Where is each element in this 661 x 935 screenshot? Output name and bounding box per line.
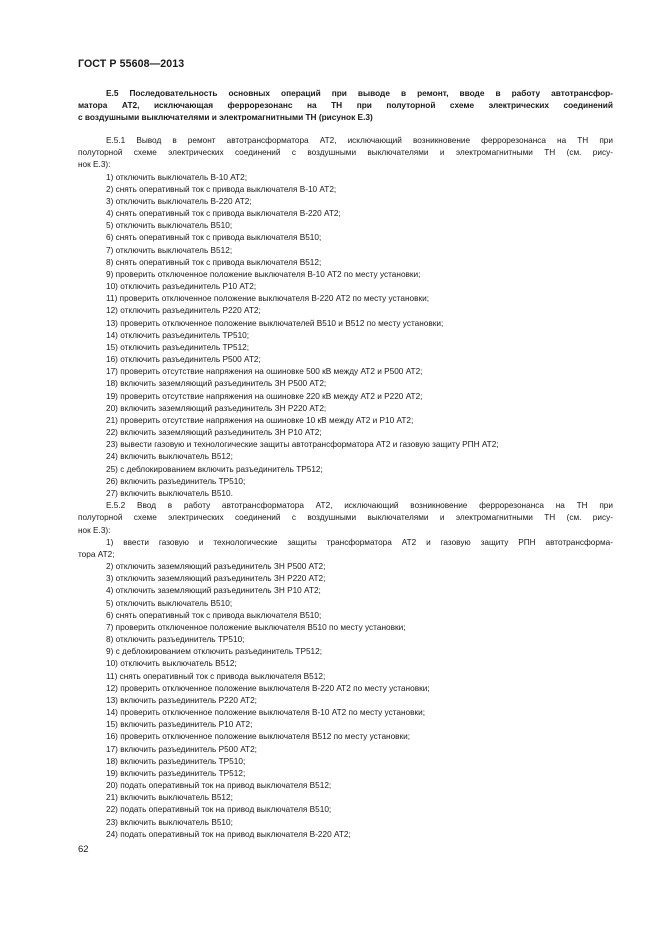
list-item: 26) включить разъединитель ТР510; <box>106 476 246 486</box>
list-item: 4) снять оперативный ток с привода выключателя В-220 АТ2; <box>106 209 341 219</box>
list-item: 1) ввести газовую и технологические защиты трансформатора АТ2 и газовую защиту РПН автотрансформа- <box>106 537 613 547</box>
list-item: 22) включить заземляющий разъединитель ЗН Р10 АТ2; <box>106 428 322 438</box>
list-item: 23) вывести газовую и технологические защиты автотрансформатора АТ2 и газовую защиту РПН АТ2; <box>106 440 499 450</box>
list-item: 20) подать оперативный ток на привод выключателя В512; <box>106 781 332 791</box>
list-item: 24) включить выключатель В512; <box>106 452 233 462</box>
list-item: 5) отключить выключатель В510; <box>106 221 233 231</box>
list-item: 20) включить заземляющий разъединитель ЗН Р220 АТ2; <box>106 403 327 413</box>
paragraph-line: полуторной схеме электрических соединений с воздушными выключателями и электромагнитными ТН (см. рису- <box>78 148 613 158</box>
list-item: 7) проверить отключенное положение выключателя В510 по месту установки; <box>106 622 406 632</box>
list-item: 12) отключить разъединитель Р220 АТ2; <box>106 306 261 316</box>
list-item: 16) проверить отключенное положение выключателя В512 по месту установки; <box>106 732 411 742</box>
document-body <box>78 135 613 841</box>
list-item: 25) с деблокированием включить разъединитель ТР512; <box>106 464 323 474</box>
section-heading-line: матора АТ2, исключающая феррорезонанс на ТН при полуторной схеме электрических соединений <box>78 100 613 111</box>
list-item: 17) проверить отсутствие напряжения на ошиновке 500 кВ между АТ2 и Р500 АТ2; <box>106 367 423 377</box>
list-item: 4) отключить заземляющий разъединитель ЗН Р10 АТ2; <box>106 586 321 596</box>
list-item: 9) проверить отключенное положение выключателя В-10 АТ2 по месту установки; <box>106 269 421 279</box>
list-item: 14) проверить отключенное положение выключателя В-10 АТ2 по месту установки; <box>106 708 426 718</box>
section-heading-line: с воздушными выключателями и электромагнитными ТН (рисунок Е.3) <box>78 112 373 123</box>
list-item: 10) отключить выключатель В512; <box>106 659 237 669</box>
list-item: 27) включить выключатель В510. <box>106 488 233 498</box>
section-heading <box>78 87 613 124</box>
paragraph-line: нок Е.3): <box>78 160 111 170</box>
list-item: 2) снять оперативный ток с привода выключателя В-10 АТ2; <box>106 184 337 194</box>
document-header: ГОСТ Р 55608—2013 <box>78 58 185 70</box>
list-item: 18) включить заземляющий разъединитель ЗН Р500 АТ2; <box>106 379 327 389</box>
list-item: 5) отключить выключатель В510; <box>106 598 233 608</box>
paragraph-line: полуторной схеме электрических соединений с воздушными выключателями и электромагнитными ТН (см. рису- <box>78 513 613 523</box>
list-item: 16) отключить разъединитель Р500 АТ2; <box>106 355 261 365</box>
list-item: 14) отключить разъединитель ТР510; <box>106 330 250 340</box>
page-number: 62 <box>78 844 89 855</box>
list-item: 3) отключить заземляющий разъединитель ЗН Р220 АТ2; <box>106 574 326 584</box>
list-item: 21) проверить отсутствие напряжения на ошиновке 10 кВ между АТ2 и Р10 АТ2; <box>106 415 414 425</box>
list-item: 24) подать оперативный ток на привод выключателя В-220 АТ2; <box>106 829 351 839</box>
list-item: 1) отключить выключатель В-10 АТ2; <box>106 172 248 182</box>
list-item: 11) снять оперативный ток с привода выключателя В512; <box>106 671 326 681</box>
list-item: 15) отключить разъединитель ТР512; <box>106 342 250 352</box>
paragraph-line: тора АТ2; <box>78 549 115 559</box>
list-item: 10) отключить разъединитель Р10 АТ2; <box>106 282 257 292</box>
list-item: 8) снять оперативный ток с привода выключателя В512; <box>106 257 322 267</box>
list-item: 7) отключить выключатель В512; <box>106 245 233 255</box>
paragraph-line: нок Е.3): <box>78 525 111 535</box>
list-item: 21) включить выключатель В512; <box>106 793 233 803</box>
list-item: 15) включить разъединитель Р10 АТ2; <box>106 720 253 730</box>
list-item: 11) проверить отключенное положение выключателя В-220 АТ2 по месту установки; <box>106 294 429 304</box>
list-item: 2) отключить заземляющий разъединитель ЗН Р500 АТ2; <box>106 562 326 572</box>
list-item: 19) включить разъединитель ТР512; <box>106 768 246 778</box>
list-item: 12) проверить отключенное положение выключателя В-220 АТ2 по месту установки; <box>106 683 430 693</box>
list-item: 19) проверить отсутствие напряжения на ошиновке 220 кВ между АТ2 и Р220 АТ2; <box>106 391 423 401</box>
list-item: 6) снять оперативный ток с привода выключателя В510; <box>106 233 322 243</box>
list-item: 17) включить разъединитель Р500 АТ2; <box>106 744 257 754</box>
list-item: 13) проверить отключенное положение выключателей В510 и В512 по месту установки; <box>106 318 444 328</box>
list-item: 9) с деблокированием отключить разъединитель ТР512; <box>106 647 323 657</box>
paragraph-line: Е.5.2 Ввод в работу автотрансформатора АТ2, исключающий возникновение феррорезонанса на ТН при <box>106 501 613 511</box>
list-item: 13) включить разъединитель Р220 АТ2; <box>106 695 257 705</box>
list-item: 3) отключить выключатель В-220 АТ2; <box>106 196 252 206</box>
list-item: 22) подать оперативный ток на привод выключателя В510; <box>106 805 332 815</box>
list-item: 8) отключить разъединитель ТР510; <box>106 635 245 645</box>
list-item: 6) снять оперативный ток с привода выключателя В510; <box>106 610 322 620</box>
paragraph-line: Е.5.1 Вывод в ремонт автотрансформатора АТ2, исключающий возникновение феррорезонанса на ТН при <box>106 136 613 145</box>
list-item: 18) включить разъединитель ТР510; <box>106 756 246 766</box>
list-item: 23) включить выключатель В510; <box>106 817 233 827</box>
section-heading-line: Е.5 Последовательность основных операций при выводе в ремонт, вводе в работу автотрансфор- <box>106 88 613 98</box>
